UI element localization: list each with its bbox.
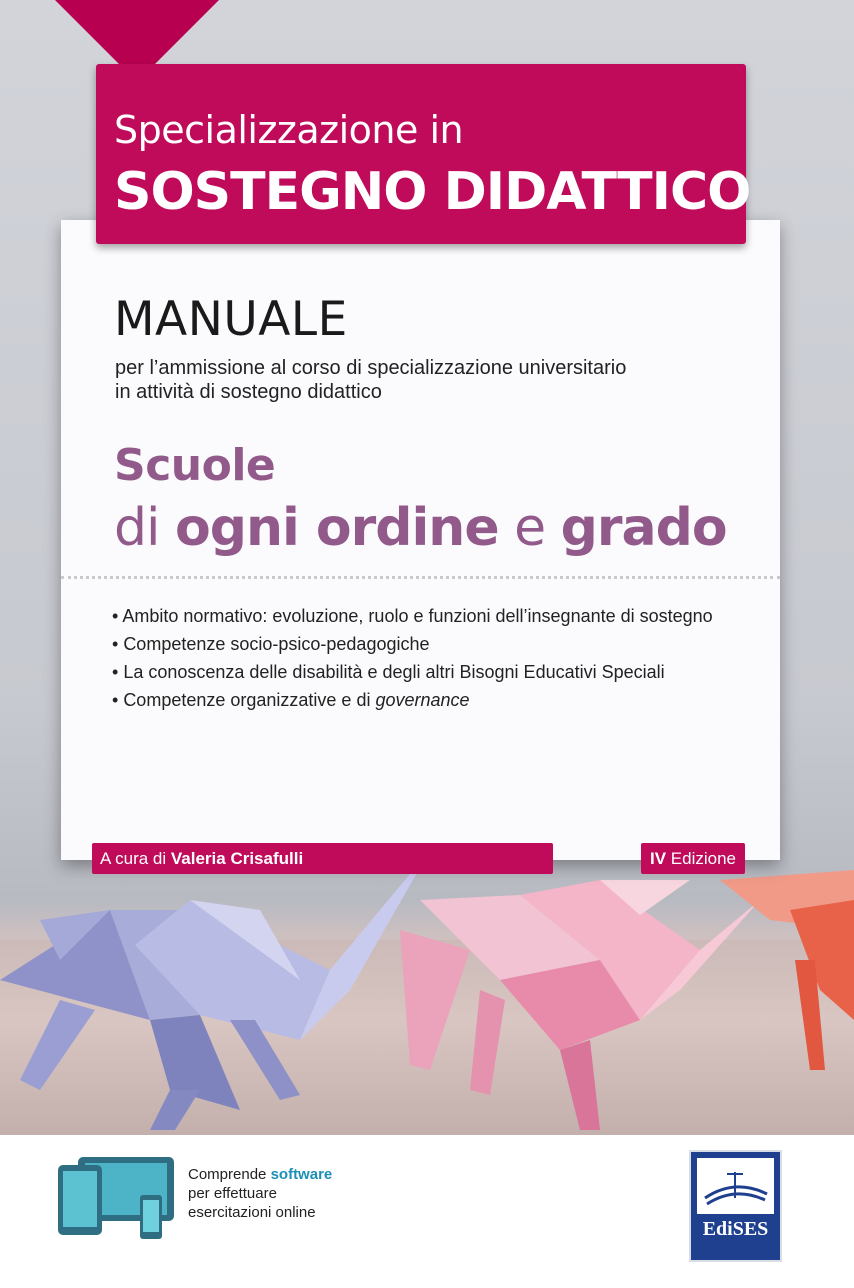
topic-text: Competenze organizzative e di [123, 690, 371, 710]
description-line-2: in attività di sostegno didattico [115, 381, 382, 403]
software-note [188, 1165, 332, 1222]
school-word-grado: grado [560, 498, 727, 558]
school-word-e: e [514, 498, 546, 558]
topic-item [112, 686, 713, 714]
edition-word: Edizione [670, 849, 736, 868]
topic-italic-word: governance [375, 690, 470, 710]
edition-badge [641, 843, 745, 874]
software-line-3: esercitazioni online [188, 1204, 316, 1221]
topic-item: • La conoscenza delle disabilità e degli altri Bisogni Educativi Speciali [112, 658, 713, 686]
school-title-line-2 [114, 498, 727, 558]
manual-description [115, 356, 715, 404]
publisher-name: EdiSES [702, 1218, 769, 1240]
devices-icon [58, 1157, 178, 1247]
software-line-1 [188, 1165, 332, 1184]
school-words-ogni-ordine: ogni ordine [175, 498, 499, 558]
publisher-logo-icon [697, 1158, 774, 1214]
title-banner [96, 64, 751, 244]
publisher-logo [689, 1150, 782, 1262]
software-line-2: per effettuare [188, 1185, 277, 1202]
software-highlight: software [270, 1166, 333, 1183]
purple-crane [0, 850, 430, 1130]
description-line-1: per l’ammissione al corso di specializzazione universitario [115, 357, 627, 379]
footer [0, 1135, 854, 1288]
origami-cranes-image [0, 840, 854, 1135]
series-title: Specializzazione in [114, 108, 464, 152]
school-word-di: di [114, 498, 160, 558]
subject-title: SOSTEGNO DIDATTICO [114, 162, 751, 222]
edition-number: IV [649, 849, 667, 868]
school-title-line-1: Scuole [114, 440, 276, 491]
author-bar [92, 843, 553, 874]
topic-item: • Ambito normativo: evoluzione, ruolo e funzioni dell’insegnante di sostegno [112, 602, 713, 630]
manual-heading: MANUALE [114, 292, 348, 347]
content-card [61, 220, 780, 860]
author-prefix: A cura di [100, 849, 167, 868]
pink-crane [400, 880, 760, 1130]
red-crane [720, 870, 854, 1070]
topic-item: • Competenze socio-psico-pedagogiche [112, 630, 713, 658]
author-name: Valeria Crisafulli [170, 849, 304, 868]
topics-list [112, 602, 713, 714]
software-prefix: Comprende [188, 1166, 267, 1183]
dotted-divider [61, 576, 780, 579]
